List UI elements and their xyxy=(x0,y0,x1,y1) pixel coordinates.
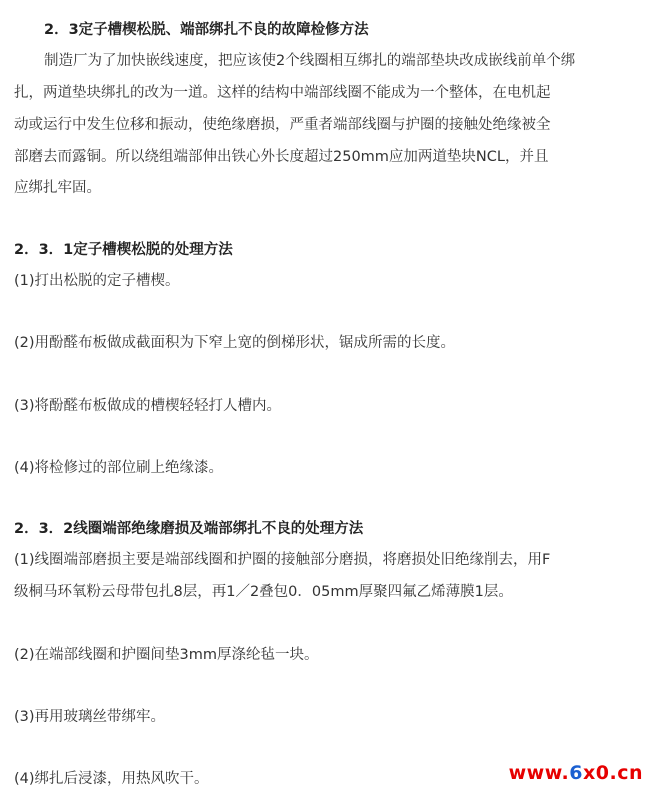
section-2-3-1-heading: 2．3．1定子槽楔松脱的处理方法 xyxy=(14,242,233,258)
paragraph-line: 扎，两道垫块绑扎的改为一道。这样的结构中端部线圈不能成为一个整体，在电机起 xyxy=(14,85,551,101)
list-item: (1)打出松脱的定子槽楔。 xyxy=(14,273,180,289)
list-item: (4)将检修过的部位刷上绝缘漆。 xyxy=(14,460,224,476)
list-item: (3)再用玻璃丝带绑牢。 xyxy=(14,709,166,725)
list-item: (4)绑扎后浸漆，用热风吹干。 xyxy=(14,771,209,787)
section-2-3-heading: 2．3定子槽楔松脱、端部绑扎不良的故障检修方法 xyxy=(44,22,369,38)
paragraph-line: 动或运行中发生位移和振动，使绝缘磨损，严重者端部线圈与护圈的接触处绝缘被全 xyxy=(14,117,551,133)
section-2-3-2-heading: 2．3．2线圈端部绝缘磨损及端部绑扎不良的处理方法 xyxy=(14,521,364,537)
list-item-continuation: 级桐马环氧粉云母带包扎8层，再1／2叠包0．05mm厚聚四氟乙烯薄膜1层。 xyxy=(14,584,513,600)
paragraph-line: 制造厂为了加快嵌线速度，把应该使2个线圈相互绑扎的端部垫块改成嵌线前单个绑 xyxy=(44,53,576,69)
list-item: (2)用酚醛布板做成截面积为下窄上宽的倒梯形状，锯成所需的长度。 xyxy=(14,335,456,351)
watermark-suffix: x0.cn xyxy=(583,762,643,784)
list-item: (1)线圈端部磨损主要是端部线圈和护圈的接触部分磨损，将磨损处旧绝缘削去，用F xyxy=(14,552,551,568)
watermark-prefix: www. xyxy=(508,762,570,784)
paragraph-line: 部磨去而露铜。所以绕组端部伸出铁心外长度超过250mm应加两道垫块NCL，并且 xyxy=(14,149,549,165)
list-item: (2)在端部线圈和护圈间垫3mm厚涤纶毡一块。 xyxy=(14,647,319,663)
paragraph-line: 应绑扎牢固。 xyxy=(14,180,101,196)
site-watermark xyxy=(509,762,643,784)
list-item: (3)将酚醛布板做成的槽楔轻轻打人槽内。 xyxy=(14,398,282,414)
watermark-six: 6 xyxy=(569,762,584,784)
